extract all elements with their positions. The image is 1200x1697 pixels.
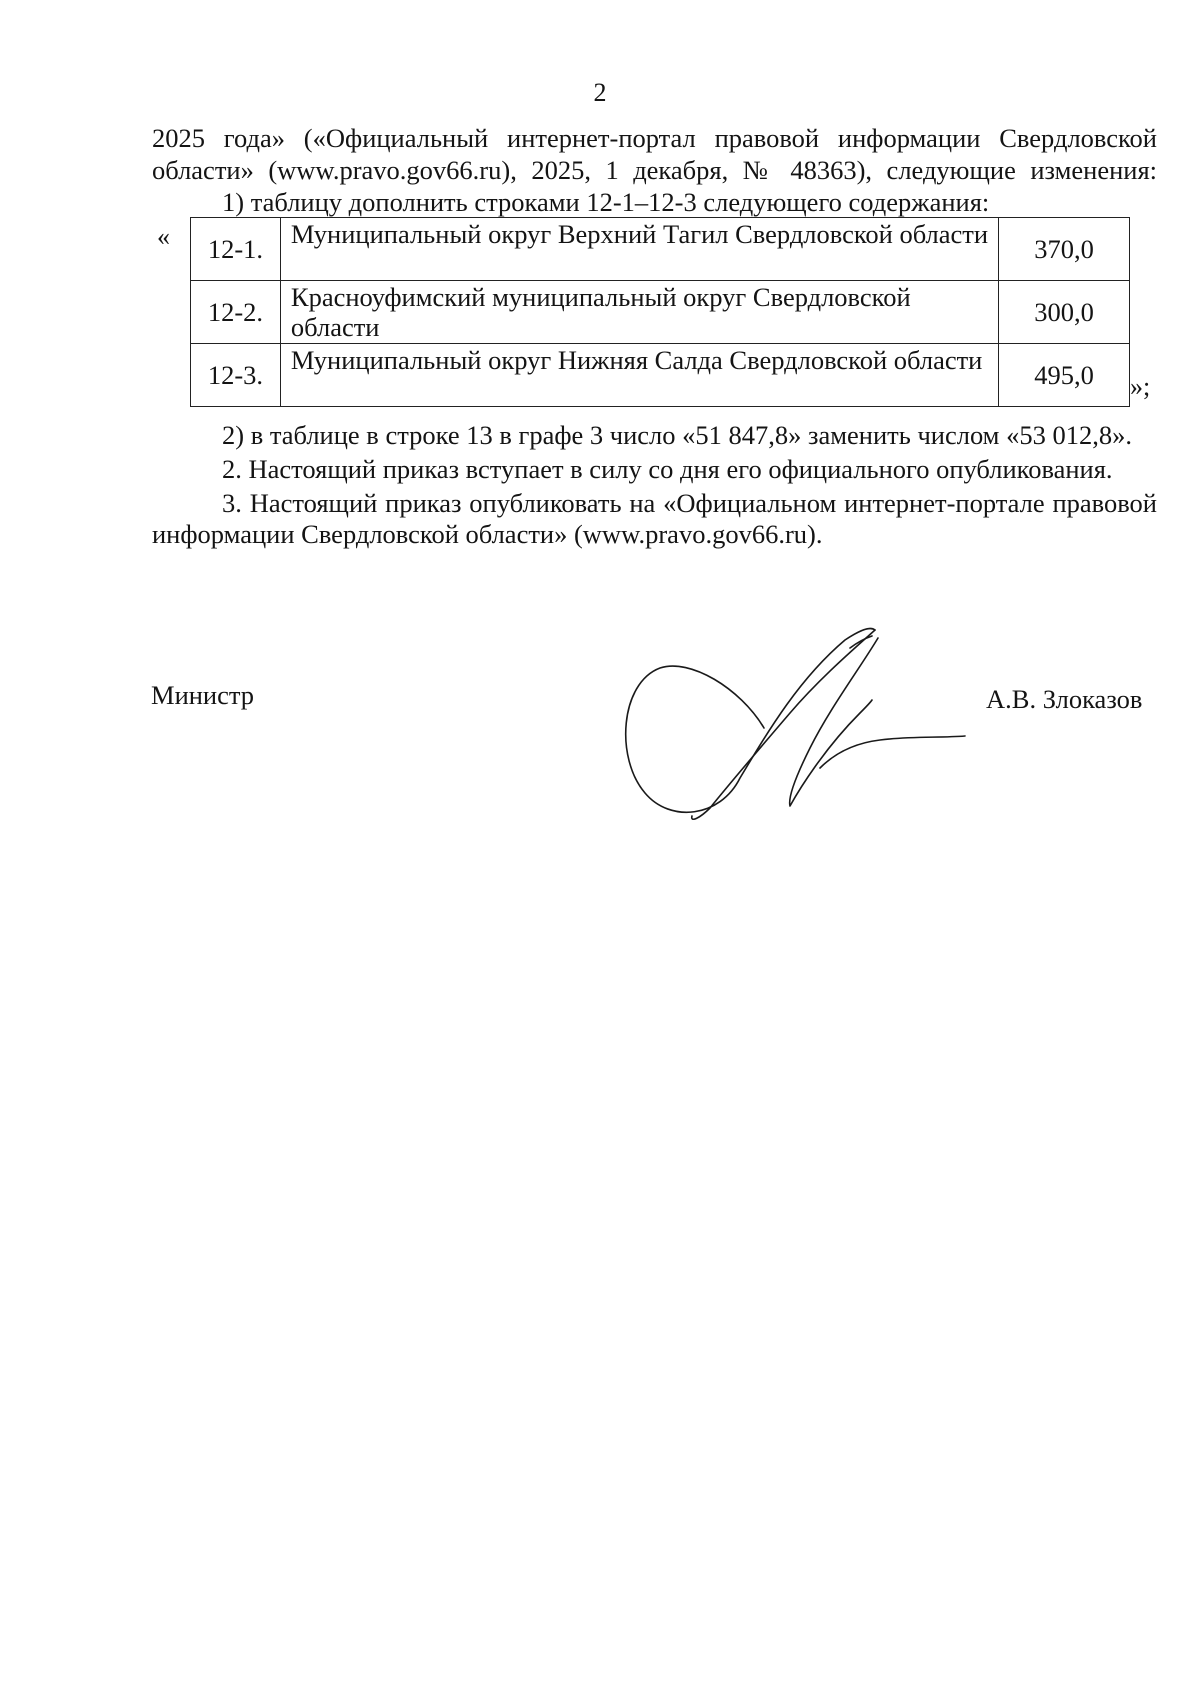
- paragraph-continuation-line-2: области» (www.pravo.gov66.ru), 2025, 1 декабря, № 48363), следующие изменения:: [152, 155, 1157, 185]
- quote-close-mark: »;: [1130, 372, 1151, 401]
- amount-value: 370,0: [999, 218, 1130, 281]
- paragraph-continuation-line-1: 2025 года» («Официальный интернет-портал правовой информации Свердловской: [152, 123, 1157, 153]
- document-body: [152, 122, 1157, 218]
- table-row: [191, 344, 1130, 407]
- document-items: [152, 420, 1157, 553]
- quote-open-mark: «: [157, 222, 170, 251]
- municipality-name: Муниципальный округ Нижняя Салда Свердловской области: [280, 344, 998, 407]
- row-number: 12-1.: [191, 218, 281, 281]
- row-number: 12-2.: [191, 281, 281, 344]
- changes-table: [190, 217, 1130, 407]
- amount-value: 300,0: [999, 281, 1130, 344]
- point-3: 3. Настоящий приказ опубликовать на «Официальном интернет-портале правовой информации Свердловской области» (www.pravo.gov66.ru).: [152, 488, 1157, 549]
- row-number: 12-3.: [191, 344, 281, 407]
- signature-image: [620, 618, 970, 828]
- item-1-intro: 1) таблицу дополнить строками 12-1–12-3 следующего содержания:: [222, 187, 990, 217]
- table-row: [191, 218, 1130, 281]
- table-row: [191, 281, 1130, 344]
- point-2: 2. Настоящий приказ вступает в силу со дня его официального опубликования.: [222, 454, 1113, 484]
- municipality-name: Красноуфимский муниципальный округ Свердловской области: [280, 281, 998, 344]
- municipality-name: Муниципальный округ Верхний Тагил Свердловской области: [280, 218, 998, 281]
- page-number: 2: [593, 78, 607, 107]
- item-2: 2) в таблице в строке 13 в графе 3 число «51 847,8» заменить числом «53 012,8».: [222, 420, 1132, 450]
- signer-name: А.В. Злоказов: [986, 684, 1143, 714]
- amount-value: 495,0: [999, 344, 1130, 407]
- signer-title: Министр: [151, 680, 255, 710]
